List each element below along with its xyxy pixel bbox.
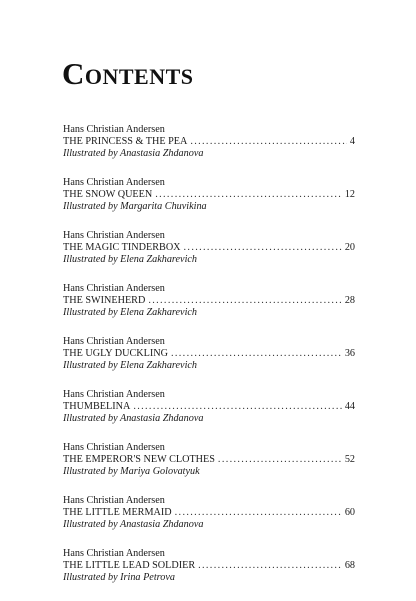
toc-illustrator: Illustrated by Anastasia Zhdanova — [63, 519, 204, 530]
toc-entry[interactable] — [63, 336, 355, 389]
dot-leader — [218, 454, 342, 466]
toc-page-number: 4 — [349, 136, 355, 147]
toc-author: Hans Christian Andersen — [63, 548, 165, 559]
toc-story-title[interactable]: THE UGLY DUCKLING — [63, 348, 168, 359]
dot-leader — [148, 295, 341, 307]
toc-illustrator: Illustrated by Elena Zakharevich — [63, 360, 198, 371]
toc-story-title[interactable]: THE LITTLE MERMAID — [63, 507, 172, 518]
toc-entry[interactable] — [63, 230, 355, 283]
toc-page-number: 28 — [344, 295, 355, 306]
toc-author: Hans Christian Andersen — [63, 177, 165, 188]
toc-line — [63, 507, 355, 519]
page-title: Contents — [62, 56, 194, 91]
dot-leader — [184, 242, 342, 254]
toc-story-title[interactable]: THE LITTLE LEAD SOLDIER — [63, 560, 196, 571]
toc-illustrator: Illustrated by Elena Zakharevich — [63, 307, 198, 318]
toc-line — [63, 454, 355, 466]
toc-line — [63, 295, 355, 307]
dot-leader — [171, 348, 342, 360]
toc-line — [63, 348, 355, 360]
toc-entry[interactable] — [63, 283, 355, 336]
toc-story-title[interactable]: THUMBELINA — [63, 401, 131, 412]
toc-line — [63, 560, 355, 572]
toc-page-number: 12 — [344, 189, 355, 200]
toc-author: Hans Christian Andersen — [63, 124, 165, 135]
toc-entry[interactable] — [63, 177, 355, 230]
toc-page-number: 44 — [344, 401, 355, 412]
toc-illustrator: Illustrated by Anastasia Zhdanova — [63, 413, 204, 424]
toc-illustrator: Illustrated by Anastasia Zhdanova — [63, 148, 204, 159]
toc-entry[interactable] — [63, 389, 355, 442]
toc-illustrator: Illustrated by Irina Petrova — [63, 572, 175, 583]
toc-illustrator: Illustrated by Elena Zakharevich — [63, 254, 198, 265]
toc-author: Hans Christian Andersen — [63, 230, 165, 241]
table-of-contents — [63, 124, 355, 601]
toc-author: Hans Christian Andersen — [63, 283, 165, 294]
toc-page-number: 68 — [344, 560, 355, 571]
toc-author: Hans Christian Andersen — [63, 495, 165, 506]
toc-author: Hans Christian Andersen — [63, 389, 165, 400]
toc-illustrator: Illustrated by Mariya Golovatyuk — [63, 466, 200, 477]
toc-author: Hans Christian Andersen — [63, 442, 165, 453]
toc-line — [63, 242, 355, 254]
toc-entry[interactable] — [63, 495, 355, 548]
toc-page-number: 36 — [344, 348, 355, 359]
toc-illustrator: Illustrated by Margarita Chuvikina — [63, 201, 207, 212]
dot-leader — [198, 560, 342, 572]
toc-story-title[interactable]: THE EMPEROR'S NEW CLOTHES — [63, 454, 215, 465]
toc-story-title[interactable]: THE SNOW QUEEN — [63, 189, 153, 200]
toc-page-number: 52 — [344, 454, 355, 465]
dot-leader — [175, 507, 342, 519]
toc-line — [63, 136, 355, 148]
dot-leader — [190, 136, 347, 148]
toc-line — [63, 401, 355, 413]
toc-page-number: 20 — [344, 242, 355, 253]
toc-author: Hans Christian Andersen — [63, 336, 165, 347]
toc-entry[interactable] — [63, 548, 355, 601]
toc-story-title[interactable]: THE MAGIC TINDERBOX — [63, 242, 181, 253]
toc-line — [63, 189, 355, 201]
toc-story-title[interactable]: THE SWINEHERD — [63, 295, 146, 306]
dot-leader — [133, 401, 341, 413]
toc-entry[interactable] — [63, 442, 355, 495]
toc-story-title[interactable]: THE PRINCESS & THE PEA — [63, 136, 188, 147]
toc-page-number: 60 — [344, 507, 355, 518]
toc-entry[interactable] — [63, 124, 355, 177]
dot-leader — [155, 189, 342, 201]
